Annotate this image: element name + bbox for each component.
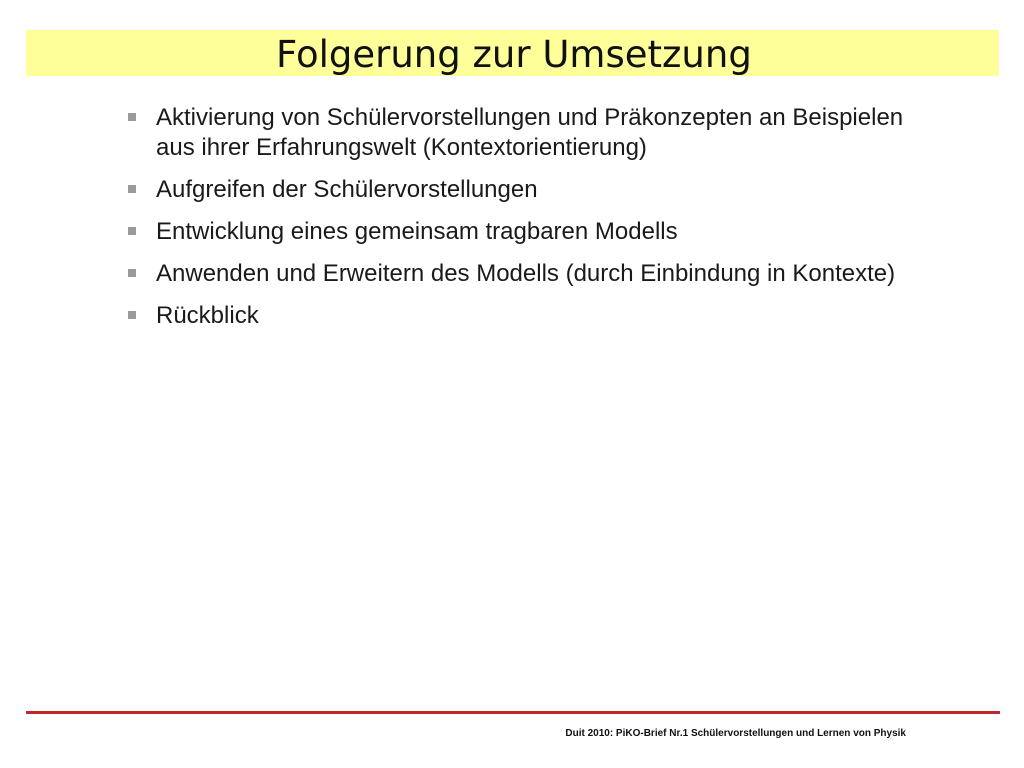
square-bullet-icon (128, 269, 136, 277)
bullet-list (128, 103, 928, 343)
square-bullet-icon (128, 227, 136, 235)
bullet-item (128, 259, 928, 289)
bullet-text: Aufgreifen der Schülervorstellungen (156, 176, 538, 203)
bullet-text: Anwenden und Erweitern des Modells (durch Einbindung in Kontexte) (156, 260, 896, 287)
bullet-item (128, 175, 928, 205)
square-bullet-icon (128, 311, 136, 319)
square-bullet-icon (128, 185, 136, 193)
footer-citation: Duit 2010: PiKO-Brief Nr.1 Schülervorstellungen und Lernen von Physik (565, 728, 906, 739)
bullet-text: Aktivierung von Schülervorstellungen und Präkonzepten an Beispielen aus ihrer Erfahrungswelt (Kontextorientierung) (156, 104, 904, 161)
footer-divider (26, 711, 1000, 714)
slide-title: Folgerung zur Umsetzung (276, 33, 752, 76)
bullet-text: Entwicklung eines gemeinsam tragbaren Modells (156, 218, 678, 245)
bullet-item (128, 217, 928, 247)
square-bullet-icon (128, 113, 136, 121)
bullet-item (128, 103, 928, 163)
bullet-text: Rückblick (156, 302, 259, 329)
bullet-item (128, 301, 928, 331)
